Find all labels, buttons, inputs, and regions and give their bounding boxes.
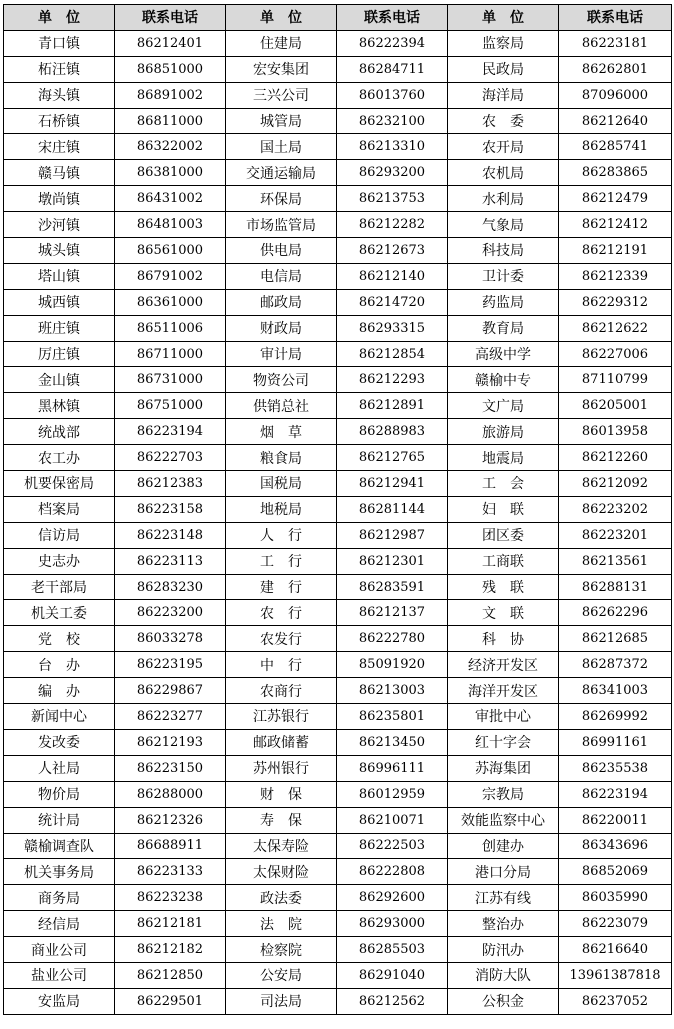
unit-name-cell: 气象局 [448, 212, 559, 238]
phone-number-cell: 86213450 [337, 729, 448, 755]
unit-name-cell: 卫计委 [448, 263, 559, 289]
table-row [4, 367, 672, 393]
phone-number-cell: 86293000 [337, 911, 448, 937]
unit-name-cell: 海头镇 [4, 82, 115, 108]
unit-name-cell: 经信局 [4, 911, 115, 937]
phone-directory-table [3, 4, 672, 1015]
header-row [4, 5, 672, 31]
phone-number-cell: 86212193 [115, 729, 226, 755]
unit-name-cell: 市场监管局 [226, 212, 337, 238]
table-row [4, 263, 672, 289]
phone-number-cell: 86223079 [559, 911, 672, 937]
phone-number-cell: 86229312 [559, 289, 672, 315]
phone-number-cell: 86223181 [559, 30, 672, 56]
phone-number-cell: 86283865 [559, 160, 672, 186]
unit-name-cell: 太保寿险 [226, 833, 337, 859]
table-row [4, 471, 672, 497]
unit-name-cell: 农开局 [448, 134, 559, 160]
table-row [4, 859, 672, 885]
unit-name-cell: 编 办 [4, 678, 115, 704]
table-row [4, 134, 672, 160]
unit-name-cell: 检察院 [226, 937, 337, 963]
phone-number-cell: 86223113 [115, 548, 226, 574]
table-row [4, 962, 672, 988]
phone-number-cell: 86223194 [559, 781, 672, 807]
column-header-phone: 联系电话 [115, 5, 226, 31]
unit-name-cell: 城头镇 [4, 238, 115, 264]
phone-number-cell: 86229867 [115, 678, 226, 704]
phone-number-cell: 86561000 [115, 238, 226, 264]
phone-number-cell: 86288000 [115, 781, 226, 807]
phone-number-cell: 86212640 [559, 108, 672, 134]
phone-number-cell: 86212293 [337, 367, 448, 393]
phone-number-cell: 86283230 [115, 574, 226, 600]
unit-name-cell: 整治办 [448, 911, 559, 937]
phone-number-cell: 86227006 [559, 341, 672, 367]
table-row [4, 911, 672, 937]
phone-number-cell: 86284711 [337, 56, 448, 82]
unit-name-cell: 商业公司 [4, 937, 115, 963]
unit-name-cell: 台 办 [4, 652, 115, 678]
unit-name-cell: 城管局 [226, 108, 337, 134]
table-row [4, 30, 672, 56]
table-row [4, 755, 672, 781]
unit-name-cell: 机要保密局 [4, 471, 115, 497]
unit-name-cell: 苏海集团 [448, 755, 559, 781]
phone-number-cell: 86213753 [337, 186, 448, 212]
table-row [4, 445, 672, 471]
phone-number-cell: 86212412 [559, 212, 672, 238]
phone-number-cell: 86237052 [559, 988, 672, 1014]
phone-number-cell: 86232100 [337, 108, 448, 134]
table-row [4, 108, 672, 134]
unit-name-cell: 物资公司 [226, 367, 337, 393]
unit-name-cell: 科技局 [448, 238, 559, 264]
phone-number-cell: 86281144 [337, 496, 448, 522]
phone-number-cell: 86288983 [337, 419, 448, 445]
unit-name-cell: 国土局 [226, 134, 337, 160]
unit-name-cell: 机关工委 [4, 600, 115, 626]
table-row [4, 289, 672, 315]
unit-name-cell: 创建办 [448, 833, 559, 859]
phone-number-cell: 86212673 [337, 238, 448, 264]
phone-number-cell: 86212092 [559, 471, 672, 497]
phone-number-cell: 86283591 [337, 574, 448, 600]
phone-number-cell: 86381000 [115, 160, 226, 186]
unit-name-cell: 江苏有线 [448, 885, 559, 911]
phone-number-cell: 86291040 [337, 962, 448, 988]
phone-number-cell: 86223201 [559, 522, 672, 548]
unit-name-cell: 教育局 [448, 315, 559, 341]
unit-name-cell: 信访局 [4, 522, 115, 548]
phone-number-cell: 86891002 [115, 82, 226, 108]
unit-name-cell: 赣马镇 [4, 160, 115, 186]
phone-number-cell: 86262801 [559, 56, 672, 82]
phone-number-cell: 86688911 [115, 833, 226, 859]
unit-name-cell: 农 行 [226, 600, 337, 626]
phone-number-cell: 86222808 [337, 859, 448, 885]
unit-name-cell: 发改委 [4, 729, 115, 755]
unit-name-cell: 农发行 [226, 626, 337, 652]
unit-name-cell: 邮政储蓄 [226, 729, 337, 755]
unit-name-cell: 城西镇 [4, 289, 115, 315]
phone-number-cell: 86292600 [337, 885, 448, 911]
unit-name-cell: 法 院 [226, 911, 337, 937]
phone-number-cell: 86223277 [115, 704, 226, 730]
phone-number-cell: 86262296 [559, 600, 672, 626]
phone-number-cell: 86213310 [337, 134, 448, 160]
phone-number-cell: 86205001 [559, 393, 672, 419]
unit-name-cell: 班庄镇 [4, 315, 115, 341]
phone-number-cell: 86212260 [559, 445, 672, 471]
unit-name-cell: 效能监察中心 [448, 807, 559, 833]
unit-name-cell: 红十字会 [448, 729, 559, 755]
unit-name-cell: 农机局 [448, 160, 559, 186]
phone-number-cell: 86213561 [559, 548, 672, 574]
phone-number-cell: 86013958 [559, 419, 672, 445]
unit-name-cell: 公安局 [226, 962, 337, 988]
phone-number-cell: 86223150 [115, 755, 226, 781]
phone-number-cell: 86235801 [337, 704, 448, 730]
unit-name-cell: 赣榆中专 [448, 367, 559, 393]
unit-name-cell: 档案局 [4, 496, 115, 522]
unit-name-cell: 物价局 [4, 781, 115, 807]
phone-number-cell: 86431002 [115, 186, 226, 212]
unit-name-cell: 高级中学 [448, 341, 559, 367]
unit-name-cell: 地税局 [226, 496, 337, 522]
unit-name-cell: 经济开发区 [448, 652, 559, 678]
unit-name-cell: 供销总社 [226, 393, 337, 419]
phone-number-cell: 86212282 [337, 212, 448, 238]
unit-name-cell: 太保财险 [226, 859, 337, 885]
phone-number-cell: 86212140 [337, 263, 448, 289]
phone-number-cell: 87110799 [559, 367, 672, 393]
phone-number-cell: 86481003 [115, 212, 226, 238]
unit-name-cell: 消防大队 [448, 962, 559, 988]
unit-name-cell: 财政局 [226, 315, 337, 341]
unit-name-cell: 审批中心 [448, 704, 559, 730]
unit-name-cell: 旅游局 [448, 419, 559, 445]
phone-number-cell: 86285503 [337, 937, 448, 963]
table-row [4, 652, 672, 678]
table-row [4, 704, 672, 730]
table-row [4, 781, 672, 807]
table-row [4, 315, 672, 341]
phone-number-cell: 86214720 [337, 289, 448, 315]
phone-number-cell: 86229501 [115, 988, 226, 1014]
unit-name-cell: 烟 草 [226, 419, 337, 445]
phone-number-cell: 86361000 [115, 289, 226, 315]
phone-number-cell: 86343696 [559, 833, 672, 859]
unit-name-cell: 审计局 [226, 341, 337, 367]
phone-number-cell: 86285741 [559, 134, 672, 160]
unit-name-cell: 工 会 [448, 471, 559, 497]
unit-name-cell: 人 行 [226, 522, 337, 548]
unit-name-cell: 老干部局 [4, 574, 115, 600]
unit-name-cell: 农工办 [4, 445, 115, 471]
unit-name-cell: 统计局 [4, 807, 115, 833]
table-row [4, 522, 672, 548]
phone-number-cell: 86212765 [337, 445, 448, 471]
unit-name-cell: 党 校 [4, 626, 115, 652]
unit-name-cell: 电信局 [226, 263, 337, 289]
unit-name-cell: 妇 联 [448, 496, 559, 522]
unit-name-cell: 史志办 [4, 548, 115, 574]
phone-number-cell: 86223238 [115, 885, 226, 911]
phone-number-cell: 86220011 [559, 807, 672, 833]
unit-name-cell: 防汛办 [448, 937, 559, 963]
phone-number-cell: 86288131 [559, 574, 672, 600]
phone-number-cell: 86212562 [337, 988, 448, 1014]
column-header-phone: 联系电话 [559, 5, 672, 31]
phone-number-cell: 86213003 [337, 678, 448, 704]
phone-number-cell: 87096000 [559, 82, 672, 108]
phone-number-cell: 86293315 [337, 315, 448, 341]
unit-name-cell: 水利局 [448, 186, 559, 212]
table-row [4, 600, 672, 626]
phone-number-cell: 86811000 [115, 108, 226, 134]
unit-name-cell: 黑林镇 [4, 393, 115, 419]
unit-name-cell: 机关事务局 [4, 859, 115, 885]
table-row [4, 393, 672, 419]
phone-number-cell: 86293200 [337, 160, 448, 186]
unit-name-cell: 文 联 [448, 600, 559, 626]
unit-name-cell: 赣榆调查队 [4, 833, 115, 859]
table-row [4, 833, 672, 859]
table-row [4, 729, 672, 755]
phone-number-cell: 86212182 [115, 937, 226, 963]
phone-number-cell: 86222780 [337, 626, 448, 652]
phone-number-cell: 86791002 [115, 263, 226, 289]
phone-number-cell: 86210071 [337, 807, 448, 833]
phone-number-cell: 86212326 [115, 807, 226, 833]
phone-number-cell: 86212479 [559, 186, 672, 212]
unit-name-cell: 国税局 [226, 471, 337, 497]
unit-name-cell: 地震局 [448, 445, 559, 471]
table-row [4, 238, 672, 264]
table-row [4, 807, 672, 833]
unit-name-cell: 盐业公司 [4, 962, 115, 988]
unit-name-cell: 粮食局 [226, 445, 337, 471]
unit-name-cell: 沙河镇 [4, 212, 115, 238]
unit-name-cell: 团区委 [448, 522, 559, 548]
phone-number-cell: 86212891 [337, 393, 448, 419]
table-row [4, 937, 672, 963]
unit-name-cell: 供电局 [226, 238, 337, 264]
phone-number-cell: 86223158 [115, 496, 226, 522]
unit-name-cell: 石桥镇 [4, 108, 115, 134]
phone-number-cell: 86322002 [115, 134, 226, 160]
phone-number-cell: 86212339 [559, 263, 672, 289]
unit-name-cell: 海洋开发区 [448, 678, 559, 704]
phone-number-cell: 86212854 [337, 341, 448, 367]
unit-name-cell: 柘汪镇 [4, 56, 115, 82]
phone-number-cell: 86033278 [115, 626, 226, 652]
phone-number-cell: 86212137 [337, 600, 448, 626]
phone-number-cell: 86212181 [115, 911, 226, 937]
phone-number-cell: 86223133 [115, 859, 226, 885]
unit-name-cell: 商务局 [4, 885, 115, 911]
table-row [4, 419, 672, 445]
unit-name-cell: 科 协 [448, 626, 559, 652]
phone-number-cell: 86223200 [115, 600, 226, 626]
column-header-unit: 单 位 [448, 5, 559, 31]
table-row [4, 496, 672, 522]
unit-name-cell: 司法局 [226, 988, 337, 1014]
unit-name-cell: 海洋局 [448, 82, 559, 108]
phone-number-cell: 86269992 [559, 704, 672, 730]
unit-name-cell: 文广局 [448, 393, 559, 419]
phone-number-cell: 85091920 [337, 652, 448, 678]
table-row [4, 341, 672, 367]
unit-name-cell: 统战部 [4, 419, 115, 445]
table-row [4, 574, 672, 600]
unit-name-cell: 江苏银行 [226, 704, 337, 730]
unit-name-cell: 住建局 [226, 30, 337, 56]
phone-number-cell: 86991161 [559, 729, 672, 755]
unit-name-cell: 厉庄镇 [4, 341, 115, 367]
phone-number-cell: 13961387818 [559, 962, 672, 988]
phone-number-cell: 86731000 [115, 367, 226, 393]
phone-number-cell: 86222503 [337, 833, 448, 859]
phone-number-cell: 86012959 [337, 781, 448, 807]
unit-name-cell: 农商行 [226, 678, 337, 704]
table-body [4, 30, 672, 1014]
unit-name-cell: 财 保 [226, 781, 337, 807]
phone-number-cell: 86212401 [115, 30, 226, 56]
table-row [4, 548, 672, 574]
unit-name-cell: 药监局 [448, 289, 559, 315]
table-header [4, 5, 672, 31]
table-row [4, 988, 672, 1014]
table-row [4, 160, 672, 186]
unit-name-cell: 宗教局 [448, 781, 559, 807]
unit-name-cell: 宏安集团 [226, 56, 337, 82]
phone-number-cell: 86711000 [115, 341, 226, 367]
phone-number-cell: 86212987 [337, 522, 448, 548]
table-row [4, 626, 672, 652]
phone-number-cell: 86222394 [337, 30, 448, 56]
unit-name-cell: 宋庄镇 [4, 134, 115, 160]
phone-number-cell: 86287372 [559, 652, 672, 678]
unit-name-cell: 安监局 [4, 988, 115, 1014]
table-row [4, 678, 672, 704]
phone-number-cell: 86223202 [559, 496, 672, 522]
table-row [4, 82, 672, 108]
unit-name-cell: 港口分局 [448, 859, 559, 885]
table-row [4, 56, 672, 82]
phone-number-cell: 86235538 [559, 755, 672, 781]
phone-number-cell: 86223194 [115, 419, 226, 445]
unit-name-cell: 寿 保 [226, 807, 337, 833]
phone-number-cell: 86341003 [559, 678, 672, 704]
table-row [4, 212, 672, 238]
table-row [4, 885, 672, 911]
phone-number-cell: 86216640 [559, 937, 672, 963]
unit-name-cell: 建 行 [226, 574, 337, 600]
phone-number-cell: 86212622 [559, 315, 672, 341]
phone-number-cell: 86223195 [115, 652, 226, 678]
column-header-unit: 单 位 [4, 5, 115, 31]
unit-name-cell: 新闻中心 [4, 704, 115, 730]
phone-number-cell: 86996111 [337, 755, 448, 781]
unit-name-cell: 环保局 [226, 186, 337, 212]
phone-number-cell: 86212383 [115, 471, 226, 497]
phone-number-cell: 86222703 [115, 445, 226, 471]
unit-name-cell: 三兴公司 [226, 82, 337, 108]
unit-name-cell: 邮政局 [226, 289, 337, 315]
column-header-phone: 联系电话 [337, 5, 448, 31]
unit-name-cell: 民政局 [448, 56, 559, 82]
unit-name-cell: 金山镇 [4, 367, 115, 393]
phone-number-cell: 86212191 [559, 238, 672, 264]
unit-name-cell: 青口镇 [4, 30, 115, 56]
phone-number-cell: 86035990 [559, 885, 672, 911]
phone-number-cell: 86212301 [337, 548, 448, 574]
unit-name-cell: 监察局 [448, 30, 559, 56]
unit-name-cell: 公积金 [448, 988, 559, 1014]
phone-number-cell: 86852069 [559, 859, 672, 885]
unit-name-cell: 苏州银行 [226, 755, 337, 781]
unit-name-cell: 农 委 [448, 108, 559, 134]
unit-name-cell: 人社局 [4, 755, 115, 781]
unit-name-cell: 工 行 [226, 548, 337, 574]
unit-name-cell: 墩尚镇 [4, 186, 115, 212]
phone-number-cell: 86013760 [337, 82, 448, 108]
phone-number-cell: 86212850 [115, 962, 226, 988]
unit-name-cell: 交通运输局 [226, 160, 337, 186]
phone-number-cell: 86212941 [337, 471, 448, 497]
unit-name-cell: 工商联 [448, 548, 559, 574]
unit-name-cell: 残 联 [448, 574, 559, 600]
unit-name-cell: 政法委 [226, 885, 337, 911]
column-header-unit: 单 位 [226, 5, 337, 31]
phone-number-cell: 86511006 [115, 315, 226, 341]
phone-number-cell: 86751000 [115, 393, 226, 419]
phone-number-cell: 86851000 [115, 56, 226, 82]
table-row [4, 186, 672, 212]
unit-name-cell: 中 行 [226, 652, 337, 678]
phone-number-cell: 86223148 [115, 522, 226, 548]
unit-name-cell: 塔山镇 [4, 263, 115, 289]
phone-number-cell: 86212685 [559, 626, 672, 652]
